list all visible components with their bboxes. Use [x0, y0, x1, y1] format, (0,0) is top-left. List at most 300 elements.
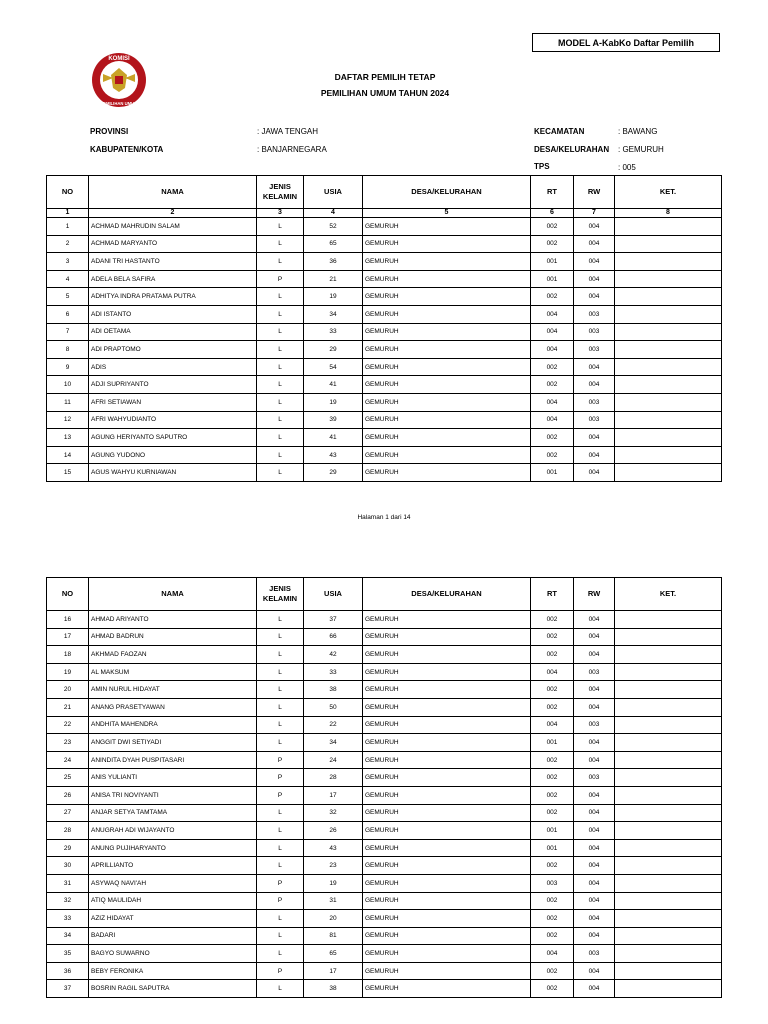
cell-no: 7: [47, 323, 89, 341]
table-row: [47, 751, 722, 769]
cell-rt: 002: [531, 698, 574, 716]
cell-jenis-kelamin: L: [257, 235, 304, 253]
table-row: [47, 218, 722, 236]
col-rt: RT: [531, 578, 574, 611]
cell-nama: ANISA TRI NOVIYANTI: [89, 786, 257, 804]
col-ket: KET.: [615, 176, 722, 209]
table-row: [47, 446, 722, 464]
cell-no: 20: [47, 681, 89, 699]
cell-rw: 003: [574, 663, 615, 681]
cell-ket: [615, 769, 722, 787]
cell-rt: 002: [531, 429, 574, 447]
cell-usia: 43: [304, 446, 363, 464]
cell-desa: GEMURUH: [363, 698, 531, 716]
cell-no: 22: [47, 716, 89, 734]
table-row: [47, 804, 722, 822]
cell-usia: 26: [304, 822, 363, 840]
cell-usia: 50: [304, 698, 363, 716]
cell-nama: ANDHITA MAHENDRA: [89, 716, 257, 734]
cell-usia: 39: [304, 411, 363, 429]
cell-rw: 004: [574, 270, 615, 288]
cell-ket: [615, 663, 722, 681]
cell-usia: 41: [304, 376, 363, 394]
cell-rw: 003: [574, 716, 615, 734]
cell-rw: 003: [574, 769, 615, 787]
cell-rw: 004: [574, 822, 615, 840]
cell-no: 13: [47, 429, 89, 447]
cell-desa: GEMURUH: [363, 716, 531, 734]
cell-jenis-kelamin: L: [257, 857, 304, 875]
col-jenis-kelamin: JENIS KELAMIN: [257, 176, 304, 209]
cell-rt: 004: [531, 663, 574, 681]
cell-rw: 003: [574, 411, 615, 429]
cell-rt: 001: [531, 822, 574, 840]
cell-desa: GEMURUH: [363, 218, 531, 236]
cell-rt: 004: [531, 341, 574, 359]
table-row: [47, 393, 722, 411]
cell-usia: 52: [304, 218, 363, 236]
cell-jenis-kelamin: L: [257, 464, 304, 482]
cell-ket: [615, 839, 722, 857]
cell-nama: BADARI: [89, 927, 257, 945]
cell-usia: 17: [304, 786, 363, 804]
provinsi-value: : JAWA TENGAH: [257, 127, 319, 136]
cell-rt: 004: [531, 716, 574, 734]
cell-rw: 004: [574, 358, 615, 376]
cell-no: 16: [47, 611, 89, 629]
cell-rt: 001: [531, 464, 574, 482]
cell-jenis-kelamin: L: [257, 446, 304, 464]
cell-desa: GEMURUH: [363, 235, 531, 253]
cell-rt: 001: [531, 253, 574, 271]
cell-rt: 002: [531, 446, 574, 464]
cell-no: 29: [47, 839, 89, 857]
cell-nama: ASYWAQ NAVI'AH: [89, 874, 257, 892]
tps-value: : 005: [618, 163, 636, 172]
cell-rt: 002: [531, 288, 574, 306]
cell-rw: 004: [574, 288, 615, 306]
cell-rw: 004: [574, 253, 615, 271]
cell-nama: ADJI SUPRIYANTO: [89, 376, 257, 394]
cell-desa: GEMURUH: [363, 323, 531, 341]
cell-jenis-kelamin: L: [257, 734, 304, 752]
cell-rw: 004: [574, 874, 615, 892]
cell-rw: 004: [574, 839, 615, 857]
cell-rw: 004: [574, 628, 615, 646]
page-footer: Halaman 1 dari 14: [357, 514, 411, 521]
cell-ket: [615, 288, 722, 306]
cell-ket: [615, 698, 722, 716]
cell-desa: GEMURUH: [363, 253, 531, 271]
cell-rt: 004: [531, 411, 574, 429]
svg-text:KOMISI: KOMISI: [108, 56, 130, 62]
cell-usia: 23: [304, 857, 363, 875]
cell-desa: GEMURUH: [363, 663, 531, 681]
cell-no: 30: [47, 857, 89, 875]
cell-rw: 004: [574, 910, 615, 928]
cell-rt: 004: [531, 305, 574, 323]
cell-desa: GEMURUH: [363, 734, 531, 752]
cell-rt: 001: [531, 839, 574, 857]
cell-no: 37: [47, 980, 89, 998]
cell-usia: 17: [304, 962, 363, 980]
cell-rw: 004: [574, 464, 615, 482]
cell-jenis-kelamin: L: [257, 288, 304, 306]
cell-usia: 42: [304, 646, 363, 664]
cell-ket: [615, 646, 722, 664]
table-row: [47, 663, 722, 681]
cell-jenis-kelamin: L: [257, 822, 304, 840]
cell-ket: [615, 734, 722, 752]
cell-nama: BAGYO SUWARNO: [89, 945, 257, 963]
cell-nama: ADIS: [89, 358, 257, 376]
cell-rt: 002: [531, 786, 574, 804]
col-nama: NAMA: [89, 578, 257, 611]
cell-desa: GEMURUH: [363, 822, 531, 840]
cell-usia: 38: [304, 681, 363, 699]
col-usia: USIA: [304, 176, 363, 209]
table-row: [47, 464, 722, 482]
voter-table-page2: [46, 577, 722, 998]
cell-jenis-kelamin: P: [257, 769, 304, 787]
cell-desa: GEMURUH: [363, 358, 531, 376]
cell-nama: AGUNG HERIYANTO SAPUTRO: [89, 429, 257, 447]
cell-desa: GEMURUH: [363, 288, 531, 306]
cell-usia: 20: [304, 910, 363, 928]
cell-desa: GEMURUH: [363, 341, 531, 359]
cell-nama: ADI OETAMA: [89, 323, 257, 341]
cell-nama: ATIQ MAULIDAH: [89, 892, 257, 910]
model-label: MODEL A-KabKo Daftar Pemilih: [532, 33, 720, 52]
cell-desa: GEMURUH: [363, 270, 531, 288]
kabupaten-value: : BANJARNEGARA: [257, 145, 327, 154]
cell-rt: 002: [531, 628, 574, 646]
cell-ket: [615, 411, 722, 429]
cell-nama: ANANG PRASETYAWAN: [89, 698, 257, 716]
cell-jenis-kelamin: L: [257, 611, 304, 629]
cell-rt: 002: [531, 611, 574, 629]
cell-jenis-kelamin: L: [257, 218, 304, 236]
table-row: [47, 305, 722, 323]
cell-nama: AMIN NURUL HIDAYAT: [89, 681, 257, 699]
cell-usia: 36: [304, 253, 363, 271]
cell-jenis-kelamin: L: [257, 804, 304, 822]
cell-jenis-kelamin: L: [257, 927, 304, 945]
cell-rt: 002: [531, 927, 574, 945]
cell-ket: [615, 927, 722, 945]
table-row: [47, 235, 722, 253]
cell-no: 4: [47, 270, 89, 288]
table-row: [47, 681, 722, 699]
cell-rw: 004: [574, 751, 615, 769]
table-row: [47, 945, 722, 963]
tps-label: TPS: [534, 162, 550, 171]
table-row: [47, 839, 722, 857]
cell-jenis-kelamin: L: [257, 429, 304, 447]
cell-rw: 004: [574, 962, 615, 980]
table-row: [47, 874, 722, 892]
cell-jenis-kelamin: P: [257, 786, 304, 804]
cell-rw: 003: [574, 945, 615, 963]
cell-rw: 003: [574, 341, 615, 359]
cell-jenis-kelamin: L: [257, 305, 304, 323]
cell-jenis-kelamin: L: [257, 628, 304, 646]
cell-ket: [615, 446, 722, 464]
cell-desa: GEMURUH: [363, 611, 531, 629]
cell-rw: 004: [574, 927, 615, 945]
cell-usia: 65: [304, 945, 363, 963]
cell-rw: 003: [574, 305, 615, 323]
cell-no: 21: [47, 698, 89, 716]
cell-nama: ANGGIT DWI SETIYADI: [89, 734, 257, 752]
cell-rw: 004: [574, 980, 615, 998]
cell-usia: 54: [304, 358, 363, 376]
cell-nama: AKHMAD FAOZAN: [89, 646, 257, 664]
cell-ket: [615, 962, 722, 980]
cell-jenis-kelamin: L: [257, 358, 304, 376]
cell-ket: [615, 980, 722, 998]
cell-no: 28: [47, 822, 89, 840]
cell-ket: [615, 393, 722, 411]
cell-rt: 002: [531, 769, 574, 787]
cell-rt: 004: [531, 393, 574, 411]
column-number-row: 1 2 3 4 5 6 7 8: [47, 209, 722, 218]
cell-usia: 81: [304, 927, 363, 945]
kecamatan-label: KECAMATAN: [534, 127, 585, 136]
cell-no: 27: [47, 804, 89, 822]
cell-jenis-kelamin: P: [257, 874, 304, 892]
cell-no: 2: [47, 235, 89, 253]
cell-usia: 29: [304, 464, 363, 482]
cell-desa: GEMURUH: [363, 857, 531, 875]
table-row: [47, 698, 722, 716]
cell-no: 12: [47, 411, 89, 429]
cell-usia: 24: [304, 751, 363, 769]
cell-nama: AFRI SETIAWAN: [89, 393, 257, 411]
cell-jenis-kelamin: L: [257, 945, 304, 963]
table-body-page2: [47, 611, 722, 998]
cell-no: 1: [47, 218, 89, 236]
cell-no: 26: [47, 786, 89, 804]
table-row: [47, 323, 722, 341]
cell-ket: [615, 464, 722, 482]
cell-no: 24: [47, 751, 89, 769]
cell-nama: ADI PRAPTOMO: [89, 341, 257, 359]
cell-rt: 002: [531, 681, 574, 699]
cell-usia: 32: [304, 804, 363, 822]
cell-desa: GEMURUH: [363, 464, 531, 482]
cell-rw: 004: [574, 681, 615, 699]
cell-no: 5: [47, 288, 89, 306]
cell-usia: 43: [304, 839, 363, 857]
cell-nama: ANJAR SETYA TAMTAMA: [89, 804, 257, 822]
col-rt: RT: [531, 176, 574, 209]
cell-rt: 002: [531, 235, 574, 253]
cell-ket: [615, 323, 722, 341]
cell-no: 25: [47, 769, 89, 787]
cell-no: 34: [47, 927, 89, 945]
cell-jenis-kelamin: L: [257, 663, 304, 681]
table-row: [47, 358, 722, 376]
cell-nama: ANINDITA DYAH PUSPITASARI: [89, 751, 257, 769]
cell-desa: GEMURUH: [363, 927, 531, 945]
cell-rw: 004: [574, 646, 615, 664]
cell-no: 14: [47, 446, 89, 464]
cell-rw: 004: [574, 611, 615, 629]
cell-desa: GEMURUH: [363, 769, 531, 787]
col-rw: RW: [574, 578, 615, 611]
cell-rt: 002: [531, 910, 574, 928]
cell-rw: 003: [574, 323, 615, 341]
cell-ket: [615, 429, 722, 447]
kpu-logo: [91, 48, 147, 112]
cell-ket: [615, 681, 722, 699]
table-row: [47, 734, 722, 752]
cell-desa: GEMURUH: [363, 429, 531, 447]
cell-rw: 004: [574, 376, 615, 394]
svg-text:PEMILIHAN UMUM: PEMILIHAN UMUM: [100, 101, 138, 106]
cell-rt: 002: [531, 804, 574, 822]
cell-rw: 004: [574, 804, 615, 822]
cell-jenis-kelamin: L: [257, 716, 304, 734]
table-row: [47, 892, 722, 910]
cell-jenis-kelamin: P: [257, 892, 304, 910]
table-row: [47, 716, 722, 734]
col-jenis-kelamin: JENIS KELAMIN: [257, 578, 304, 611]
cell-rt: 002: [531, 892, 574, 910]
cell-rw: 004: [574, 734, 615, 752]
cell-desa: GEMURUH: [363, 446, 531, 464]
table-row: [47, 857, 722, 875]
cell-usia: 22: [304, 716, 363, 734]
cell-nama: AHMAD BADRUN: [89, 628, 257, 646]
cell-ket: [615, 611, 722, 629]
table-row: [47, 646, 722, 664]
cell-rw: 004: [574, 698, 615, 716]
cell-usia: 38: [304, 980, 363, 998]
cell-usia: 41: [304, 429, 363, 447]
cell-rw: 004: [574, 786, 615, 804]
cell-desa: GEMURUH: [363, 980, 531, 998]
cell-nama: AGUS WAHYU KURNIAWAN: [89, 464, 257, 482]
cell-ket: [615, 376, 722, 394]
cell-nama: ANUGRAH ADI WIJAYANTO: [89, 822, 257, 840]
cell-desa: GEMURUH: [363, 628, 531, 646]
cell-rt: 002: [531, 376, 574, 394]
cell-no: 19: [47, 663, 89, 681]
table-row: [47, 270, 722, 288]
document-title: DAFTAR PEMILIH TETAP: [334, 72, 436, 82]
cell-rt: 002: [531, 857, 574, 875]
cell-ket: [615, 857, 722, 875]
cell-usia: 29: [304, 341, 363, 359]
cell-no: 31: [47, 874, 89, 892]
cell-jenis-kelamin: L: [257, 253, 304, 271]
cell-jenis-kelamin: P: [257, 270, 304, 288]
cell-no: 23: [47, 734, 89, 752]
cell-desa: GEMURUH: [363, 376, 531, 394]
table-row: [47, 962, 722, 980]
kecamatan-value: : BAWANG: [618, 127, 658, 136]
cell-nama: AGUNG YUDONO: [89, 446, 257, 464]
cell-no: 35: [47, 945, 89, 963]
cell-nama: ADI ISTANTO: [89, 305, 257, 323]
cell-nama: BOSRIN RAGIL SAPUTRA: [89, 980, 257, 998]
cell-no: 8: [47, 341, 89, 359]
voter-table-page1: [46, 175, 722, 482]
cell-usia: 37: [304, 611, 363, 629]
cell-jenis-kelamin: L: [257, 698, 304, 716]
cell-desa: GEMURUH: [363, 305, 531, 323]
cell-ket: [615, 892, 722, 910]
cell-ket: [615, 305, 722, 323]
cell-rw: 004: [574, 429, 615, 447]
table-row: [47, 927, 722, 945]
table-row: [47, 786, 722, 804]
cell-no: 9: [47, 358, 89, 376]
cell-desa: GEMURUH: [363, 393, 531, 411]
cell-usia: 66: [304, 628, 363, 646]
cell-jenis-kelamin: L: [257, 323, 304, 341]
cell-jenis-kelamin: L: [257, 910, 304, 928]
cell-rt: 002: [531, 751, 574, 769]
cell-no: 18: [47, 646, 89, 664]
cell-desa: GEMURUH: [363, 411, 531, 429]
cell-desa: GEMURUH: [363, 962, 531, 980]
cell-desa: GEMURUH: [363, 786, 531, 804]
cell-rt: 002: [531, 980, 574, 998]
kabupaten-label: KABUPATEN/KOTA: [90, 145, 164, 154]
cell-ket: [615, 358, 722, 376]
cell-ket: [615, 751, 722, 769]
cell-jenis-kelamin: L: [257, 681, 304, 699]
cell-rw: 003: [574, 393, 615, 411]
cell-usia: 19: [304, 288, 363, 306]
cell-nama: APRILLIANTO: [89, 857, 257, 875]
cell-desa: GEMURUH: [363, 839, 531, 857]
cell-nama: ACHMAD MAHRUDIN SALAM: [89, 218, 257, 236]
cell-desa: GEMURUH: [363, 910, 531, 928]
cell-no: 15: [47, 464, 89, 482]
cell-usia: 31: [304, 892, 363, 910]
cell-jenis-kelamin: L: [257, 411, 304, 429]
cell-rw: 004: [574, 857, 615, 875]
cell-usia: 19: [304, 874, 363, 892]
cell-nama: BEBY FERONIKA: [89, 962, 257, 980]
cell-nama: ADHITYA INDRA PRATAMA PUTRA: [89, 288, 257, 306]
cell-jenis-kelamin: L: [257, 393, 304, 411]
cell-rw: 004: [574, 235, 615, 253]
cell-usia: 34: [304, 305, 363, 323]
col-no: NO: [47, 578, 89, 611]
cell-nama: ACHMAD MARYANTO: [89, 235, 257, 253]
cell-rw: 004: [574, 892, 615, 910]
cell-desa: GEMURUH: [363, 892, 531, 910]
cell-rt: 002: [531, 218, 574, 236]
cell-usia: 65: [304, 235, 363, 253]
table-row: [47, 341, 722, 359]
cell-nama: ANIS YULIANTI: [89, 769, 257, 787]
cell-jenis-kelamin: L: [257, 341, 304, 359]
cell-rt: 002: [531, 646, 574, 664]
desa-label: DESA/KELURAHAN: [534, 145, 610, 154]
cell-no: 17: [47, 628, 89, 646]
col-nama: NAMA: [89, 176, 257, 209]
cell-no: 3: [47, 253, 89, 271]
cell-jenis-kelamin: L: [257, 980, 304, 998]
cell-desa: GEMURUH: [363, 751, 531, 769]
cell-ket: [615, 945, 722, 963]
